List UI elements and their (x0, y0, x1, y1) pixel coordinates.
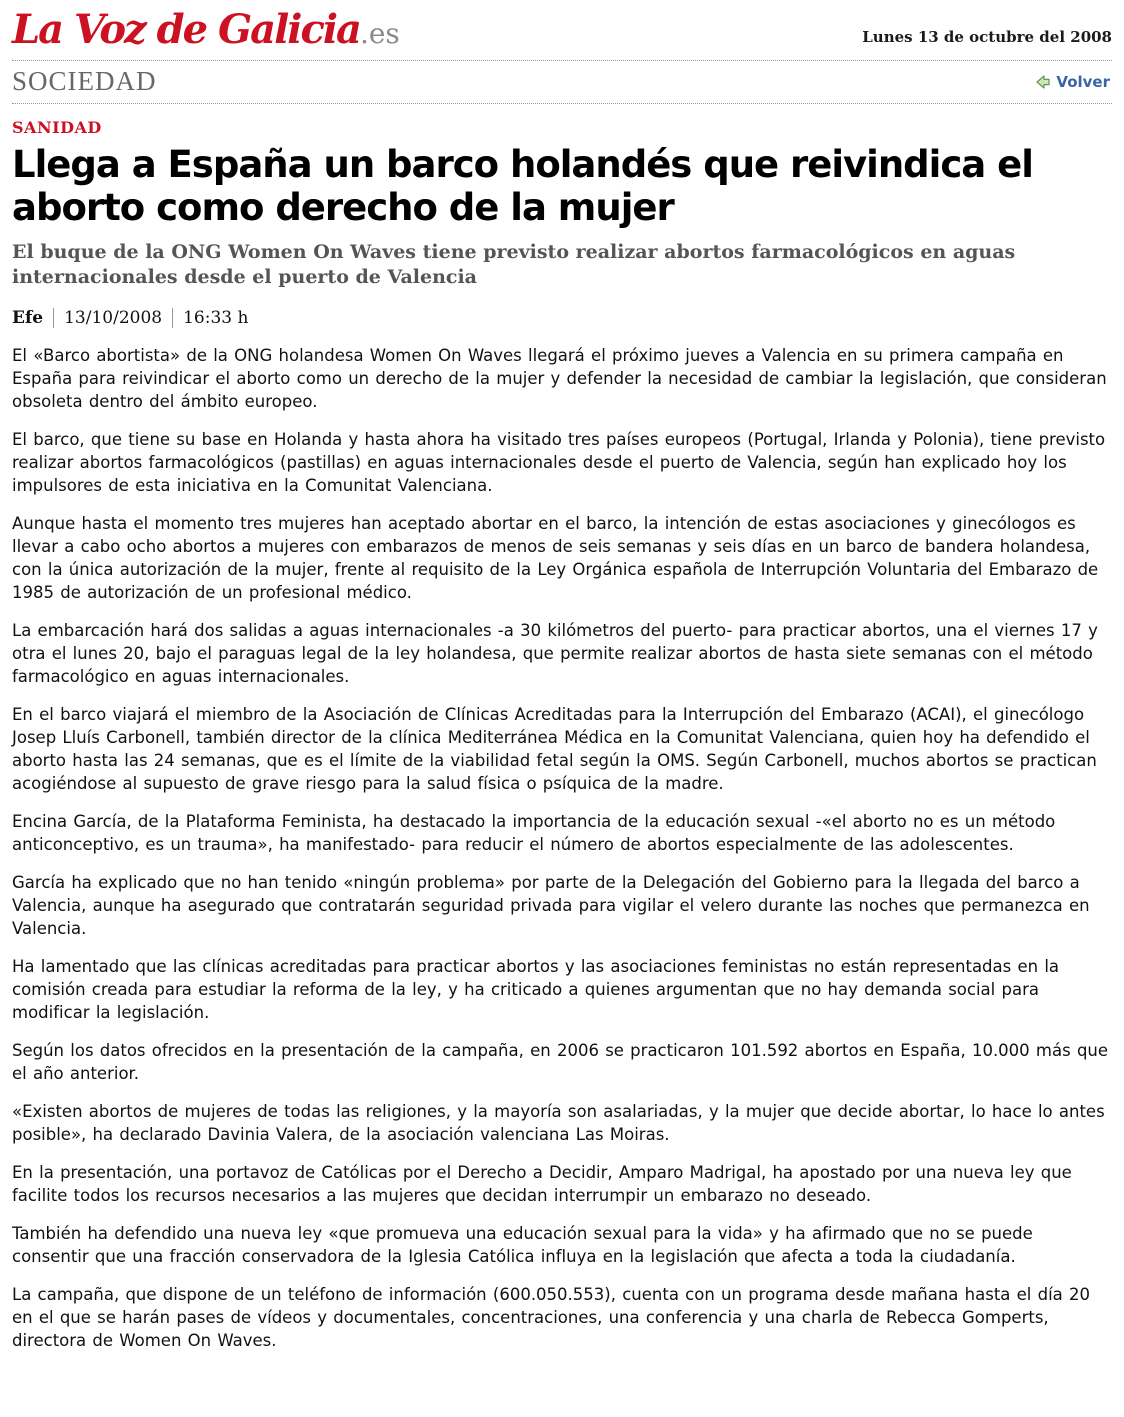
article-paragraph: La campaña, que dispone de un teléfono de información (600.050.553), cuenta con un programa desde mañana hasta el día 20 en el que se harán pases de vídeos y documentales, concentraciones, una conferencia y una charla de Rebecca Gomperts, directora de Women On Waves. (12, 1284, 1091, 1350)
site-logo[interactable] (12, 6, 400, 53)
article-paragraph: La embarcación hará dos salidas a aguas internacionales -a 30 kilómetros del puerto- para practicar abortos, una el viernes 17 y otra el lunes 20, bajo el paraguas legal de la ley holandesa, que permite realizar abortos de hasta siete semanas con el método farmacológico en aguas internacionales. (12, 620, 1098, 686)
article-paragraph: El barco, que tiene su base en Holanda y hasta ahora ha visitado tres países europeos (Portugal, Irlanda y Polonia), tiene previsto realizar abortos farmacológicos (pastillas) en aguas internacionales desde el puerto de Valencia, según han explicado hoy los impulsores de esta iniciativa en la Comunitat Valenciana. (12, 429, 1106, 495)
byline-separator (53, 308, 54, 328)
article-paragraph: En la presentación, una portavoz de Católicas por el Derecho a Decidir, Amparo Madrigal, ha apostado por una nueva ley que facilite todos los recursos necesarios a las mujeres que decidan interrumpir un embarazo no deseado. (12, 1162, 1072, 1205)
article-kicker: SANIDAD (12, 118, 102, 137)
article-paragraph: Según los datos ofrecidos en la presentación de la campaña, en 2006 se practicaron 101.592 abortos en España, 10.000 más que el año anterior. (12, 1040, 1109, 1083)
site-logo-domain-suffix: .es (359, 17, 400, 50)
site-logo-text: La Voz de Galicia (12, 6, 360, 53)
article-paragraph: «Existen abortos de mujeres de todas las religiones, y la mayoría son asalariadas, y la mujer que decide abortar, lo hace lo antes posible», ha declarado Davinia Valera, de la asociación valenciana Las Moiras. (12, 1101, 1105, 1144)
section-bar (12, 61, 1112, 104)
byline-agency: Efe (12, 307, 44, 328)
article-paragraph: García ha explicado que no han tenido «ningún problema» por parte de la Delegación del Gobierno para la llegada del barco a Valencia, aunque ha asegurado que contratarán seguridad privada para vigilar el velero durante las noches que permanezca en Valencia. (12, 872, 1090, 938)
article-body (12, 344, 1112, 1352)
article-byline (12, 308, 1112, 328)
byline-separator (172, 308, 173, 328)
article-paragraph: En el barco viajará el miembro de la Asociación de Clínicas Acreditadas para la Interrupción del Embarazo (ACAI), el ginecólogo Josep Lluís Carbonell, también director de la clínica Mediterránea Médica en la Comunitat Valenciana, quien hoy ha defendido el aborto hasta las 24 semanas, que es el límite de la viabilidad fetal según la OMS. Según Carbonell, muchos abortos se practican acogiéndose al supuesto de grave riesgo para la salud física o psíquica de la madre. (12, 704, 1097, 793)
article-paragraph: El «Barco abortista» de la ONG holandesa Women On Waves llegará el próximo jueves a Valencia en su primera campaña en España para reivindicar el aborto como un derecho de la mujer y defender la necesidad de cambiar la legislación, que consideran obsoleta dentro del ámbito europeo. (12, 345, 1107, 411)
section-title[interactable]: SOCIEDAD (12, 66, 157, 96)
article-headline: Llega a España un barco holandés que reivindica el aborto como derecho de la mujer (12, 143, 1033, 230)
current-date: Lunes 13 de octubre del 2008 (862, 28, 1112, 46)
back-link-label: Volver (1056, 72, 1110, 91)
article-subheadline: El buque de la ONG Women On Waves tiene previsto realizar abortos farmacológicos en aguas internacionales desde el puerto de Valencia (12, 240, 1016, 288)
back-link[interactable] (1035, 73, 1112, 91)
article-paragraph: Aunque hasta el momento tres mujeres han aceptado abortar en el barco, la intención de estas asociaciones y ginecólogos es llevar a cabo ocho abortos a mujeres con embarazos de menos de seis semanas y seis días en un barco de bandera holandesa, con la única autorización de la mujer, frente al requisito de la Ley Orgánica española de Interrupción Voluntaria del Embarazo de 1985 de autorización de un profesional médico. (12, 513, 1099, 602)
article (12, 118, 1112, 1352)
article-paragraph: Ha lamentado que las clínicas acreditadas para practicar abortos y las asociaciones feministas no están representadas en la comisión creada para estudiar la reforma de la ley, y ha criticado a quienes argumentan que no hay demanda social para modificar la legislación. (12, 956, 1060, 1022)
back-arrow-icon (1035, 74, 1051, 90)
header-top-row (12, 0, 1112, 61)
byline-time: 16:33 h (183, 307, 249, 328)
site-header (12, 0, 1112, 104)
article-paragraph: Encina García, de la Plataforma Feminista, ha destacado la importancia de la educación sexual -«el aborto no es un método anticonceptivo, es un trauma», ha manifestado- para reducir el número de abortos especialmente de las adolescentes. (12, 811, 1056, 854)
byline-date: 13/10/2008 (64, 307, 163, 328)
article-paragraph: También ha defendido una nueva ley «que promueva una educación sexual para la vida» y ha afirmado que no se puede consentir que una fracción conservadora de la Iglesia Católica influya en la legislación que afecta a toda la ciudadanía. (12, 1223, 1033, 1266)
